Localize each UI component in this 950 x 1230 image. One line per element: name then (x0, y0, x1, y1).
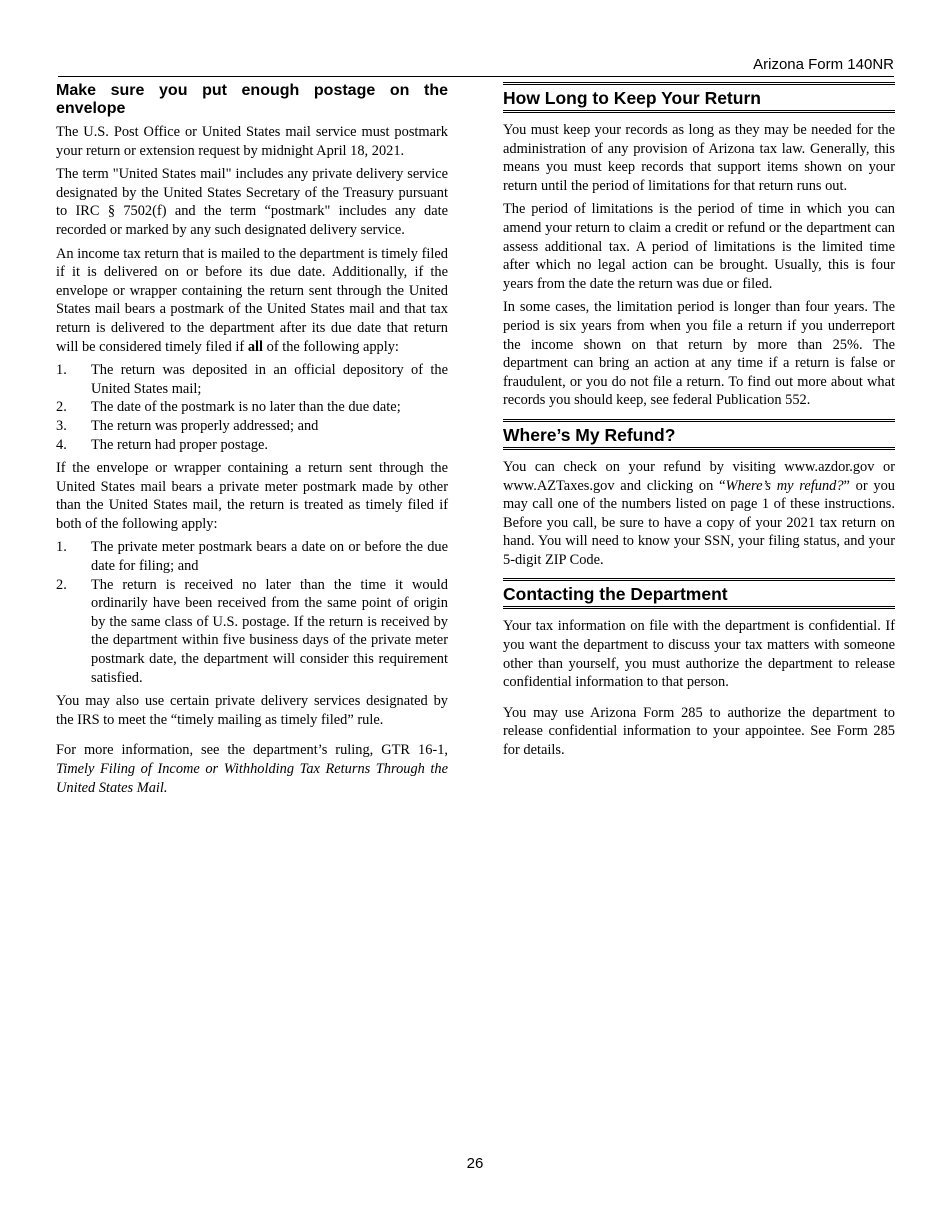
ruling-text: For more information, see the department’s ruling, GTR 16-1, (56, 742, 448, 759)
list-number: 2. (56, 399, 67, 416)
list-number: 4. (56, 436, 67, 453)
list-item (56, 436, 448, 455)
list-item (56, 538, 448, 575)
keep-return-heading: How Long to Keep Your Return (503, 82, 895, 113)
list-number: 3. (56, 417, 67, 434)
left-column (56, 82, 448, 802)
keep-records-paragraph: You must keep your records as long as they may be needed for the administration of any provision of Arizona tax law. Generally, this means you must keep records that support items shown on your return until the period of limitations for that return runs out. (503, 122, 895, 194)
private-delivery-paragraph: You may also use certain private delivery services designated by the IRS to meet the “timely mailing as timely filed” rule. (56, 693, 448, 728)
list-text: The return had proper postage. (91, 436, 269, 453)
timely-filed-emphasis: all (247, 338, 264, 355)
confidential-paragraph: Your tax information on file with the department is confidential. If you want the department to discuss your tax matters with someone other than yourself, you must authorize the department to release confidential information to that person. (503, 618, 895, 691)
list-text: The return was properly addressed; and (91, 417, 319, 434)
private-meter-paragraph: If the envelope or wrapper containing a return sent through the United States mail bears a private meter postmark made by other than the United States mail, the return is treated as timely filed if both of the following apply: (56, 460, 448, 532)
refund-text-end: ” or you may call one of the numbers listed on page 1 of these instructions. Before you call, be sure to have a copy of your 2021 tax return on hand. You will need to know your SSN, your filing status, and your 5-digit ZIP Code. (503, 477, 895, 568)
limitations-paragraph: The period of limitations is the period of time in which you can amend your return to claim a credit or refund or the department can assess additional tax. A period of limitations is the limited time after which no legal action can be brought. Usually, this is four years from the date the return was due or filed. (503, 201, 895, 292)
timely-filed-paragraph (56, 245, 448, 357)
longer-limitation-paragraph: In some cases, the limitation period is longer than four years. The period is six years from when you file a return if you underreport the income shown on that return by more than 25%. The department can bring an action at any time if a return is false or fraudulent, or you do not file a return. To find out more about what records you should keep, see federal Publication 552. (503, 299, 895, 409)
contact-heading: Contacting the Department (503, 578, 895, 609)
list-text: The return was deposited in an official depository of the United States mail; (91, 362, 448, 397)
page-number: 26 (466, 1155, 484, 1172)
header-rule (58, 76, 894, 77)
list-text: The date of the postmark is no later than the due date; (91, 399, 401, 416)
refund-link-label: Where’s my refund? (725, 477, 844, 494)
postmark-paragraph: The U.S. Post Office or United States mail service must postmark your return or extension request by midnight April 18, 2021. (56, 124, 448, 159)
timely-filed-text-end: of the following apply: (263, 338, 399, 355)
refund-paragraph (503, 458, 895, 570)
list-number: 1. (56, 539, 67, 556)
postmark-conditions-list (56, 361, 448, 454)
list-text: The return is received no later than the time it would ordinarily have been received from the same point of origin by the same class of U.S. postage. If the return is received by the department within five business days of the private meter postmark date, the department will consider this requirement satisfied. (91, 576, 448, 686)
form-285-paragraph: You may use Arizona Form 285 to authorize the department to release confidential information to your appointee. See Form 285 for details. (503, 704, 895, 759)
ruling-paragraph (56, 741, 448, 797)
list-text: The private meter postmark bears a date on or before the due date for filing; and (91, 539, 448, 575)
timely-filed-text: An income tax return that is mailed to the department is timely filed if it is delivered on or before its due date. Additionally, if the envelope or wrapper containing the return sent through the United States mail bears a postmark of the United States mail and that tax return is delivered to the department after its due date that return will be considered timely filed if (56, 245, 448, 355)
list-number: 1. (56, 362, 67, 379)
ruling-title: Timely Filing of Income or Withholding Tax Returns Through the United States Mail. (56, 761, 448, 796)
list-item (56, 576, 448, 688)
refund-text: You can check on your refund by visiting www.azdor.gov or www.AZTaxes.gov and clicking on “ (503, 458, 895, 494)
us-mail-definition-paragraph: The term "United States mail" includes any private delivery service designated by the United States Secretary of the Treasury pursuant to IRC § 7502(f) and the term “postmark" includes any date recorded or marked by any such designated delivery service. (56, 166, 448, 238)
list-item (56, 361, 448, 398)
list-item (56, 417, 448, 436)
list-number: 2. (56, 576, 67, 593)
list-item (56, 398, 448, 417)
postage-heading: Make sure you put enough postage on the envelope (56, 82, 448, 117)
right-column (503, 82, 895, 765)
private-meter-conditions-list (56, 538, 448, 687)
form-title: Arizona Form 140NR (753, 56, 894, 73)
refund-heading: Where’s My Refund? (503, 419, 895, 450)
